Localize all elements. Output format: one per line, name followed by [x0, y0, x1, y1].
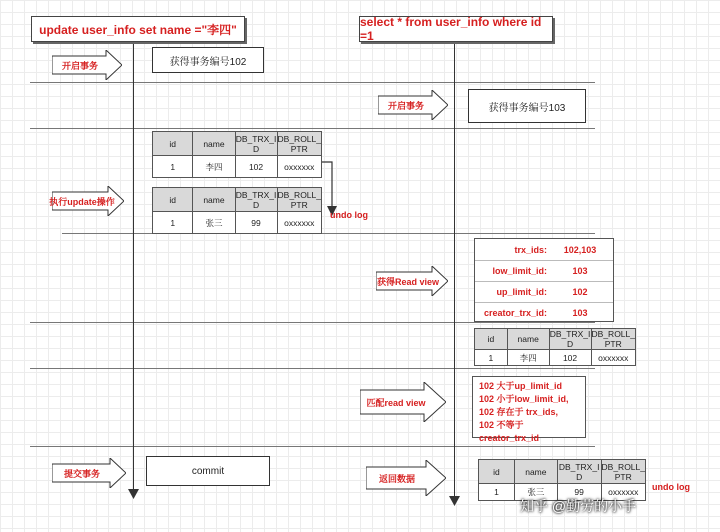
cell-name: 张三	[514, 484, 557, 501]
table-header-row	[475, 329, 636, 350]
table-row	[475, 350, 636, 366]
match-line-4: 102 不等于creator_trx_id	[479, 420, 540, 443]
update-sql-text: update user_info set name ="李四"	[39, 22, 237, 37]
table-row	[153, 212, 322, 234]
header-id: id	[479, 460, 515, 484]
table-right-version	[474, 328, 636, 366]
header-name: name	[193, 132, 235, 156]
table-row	[153, 156, 322, 178]
cell-id: 1	[475, 350, 508, 366]
header-name: name	[507, 329, 549, 350]
header-ptr: DB_ROLL_ PTR	[591, 329, 635, 349]
match-conditions-box	[472, 376, 586, 443]
cell-id: 1	[479, 484, 515, 501]
undo-log-label-2: undo log	[652, 482, 690, 492]
header-trx: DB_TRX_I D	[235, 133, 277, 154]
separator-1	[30, 82, 595, 83]
right-timeline	[454, 44, 455, 498]
cell-trx: 102	[235, 156, 277, 178]
cell-trx: 99	[235, 212, 277, 234]
separator-2	[30, 128, 595, 129]
commit-text: commit	[191, 465, 225, 477]
exec-update-label: 执行update操作	[49, 196, 115, 207]
creator-value: 103	[572, 307, 588, 318]
header-ptr: DB_ROLL_ PTR	[601, 461, 645, 482]
read-view-row-creator	[475, 302, 613, 323]
return-data-label: 返回数据	[378, 473, 415, 484]
cell-name: 李四	[193, 156, 235, 178]
cell-id: 1	[153, 156, 193, 178]
read-view-row-trx-ids	[475, 239, 613, 261]
left-timeline-arrowhead	[128, 489, 139, 499]
get-read-view-arrow	[376, 266, 448, 296]
cell-ptr: oxxxxxx	[277, 156, 321, 178]
select-sql-text: select * from user_info where id =1	[360, 15, 542, 43]
header-id: id	[475, 329, 508, 350]
txn-102-box	[152, 47, 264, 73]
low-limit-key: low_limit_id:	[492, 265, 547, 276]
read-view-row-up-limit	[475, 281, 613, 303]
cell-id: 1	[153, 212, 193, 234]
header-name: name	[193, 188, 235, 212]
right-begin-txn-label: 开启事务	[387, 100, 424, 111]
cell-trx: 102	[549, 350, 591, 366]
header-trx: DB_TRX_I D	[558, 461, 600, 482]
exec-update-arrow	[49, 186, 124, 216]
table-header-row	[153, 188, 322, 212]
txn-102-text: 获得事务编号102	[169, 56, 247, 68]
cell-name: 李四	[507, 350, 549, 366]
match-line-2: 102 小于low_limit_id,	[479, 394, 569, 404]
header-name: name	[514, 460, 557, 484]
match-read-view-label: 匹配read view	[366, 397, 426, 408]
trx-ids-value: 102,103	[563, 244, 597, 255]
read-view-row-low-limit	[475, 260, 613, 282]
match-line-3: 102 存在于 trx_ids,	[479, 407, 559, 417]
creator-key: creator_trx_id:	[483, 307, 547, 318]
right-begin-txn-arrow	[378, 90, 448, 120]
cell-name: 张三	[193, 212, 235, 234]
header-ptr: DB_ROLL_ PTR	[277, 189, 321, 210]
txn-103-box	[468, 89, 586, 123]
commit-txn-label: 提交事务	[63, 468, 100, 479]
return-data-arrow	[366, 460, 446, 496]
cell-ptr: oxxxxxx	[591, 350, 636, 366]
commit-txn-arrow	[52, 458, 126, 488]
header-trx: DB_TRX_I D	[235, 189, 277, 210]
get-read-view-label: 获得Read view	[376, 276, 440, 287]
header-id: id	[153, 132, 193, 156]
up-limit-key: up_limit_id:	[496, 286, 547, 297]
low-limit-value: 103	[572, 265, 588, 276]
header-id: id	[153, 188, 193, 212]
table-bottom-version	[478, 459, 646, 501]
separator-3	[62, 233, 595, 234]
txn-103-text: 获得事务编号103	[488, 102, 566, 114]
cell-trx: 99	[557, 484, 601, 501]
watermark: 知乎 @勤劳的小手	[520, 498, 637, 514]
separator-5	[30, 368, 595, 369]
table-old-version	[152, 187, 322, 234]
left-timeline	[133, 40, 134, 492]
header-trx: DB_TRX_I D	[549, 329, 591, 349]
table-header-row	[479, 460, 646, 484]
undo-log-label-1: undo log	[330, 210, 368, 220]
cell-ptr: oxxxxxx	[601, 484, 645, 501]
select-sql-box	[359, 16, 553, 42]
read-view-box	[474, 238, 614, 322]
update-sql-box	[31, 16, 245, 42]
up-limit-value: 102	[572, 286, 588, 297]
commit-box	[146, 456, 270, 486]
left-begin-txn-label: 开启事务	[61, 60, 98, 71]
trx-ids-key: trx_ids:	[514, 244, 547, 255]
table-new-version	[152, 131, 322, 178]
match-line-1: 102 大于up_limit_id	[479, 381, 563, 391]
header-ptr: DB_ROLL_ PTR	[277, 133, 321, 154]
right-timeline-arrowhead	[449, 496, 460, 506]
left-begin-txn-arrow	[52, 50, 122, 80]
cell-ptr: oxxxxxx	[277, 212, 321, 234]
table-header-row	[153, 132, 322, 156]
separator-6	[30, 446, 595, 447]
match-read-view-arrow	[360, 382, 446, 422]
